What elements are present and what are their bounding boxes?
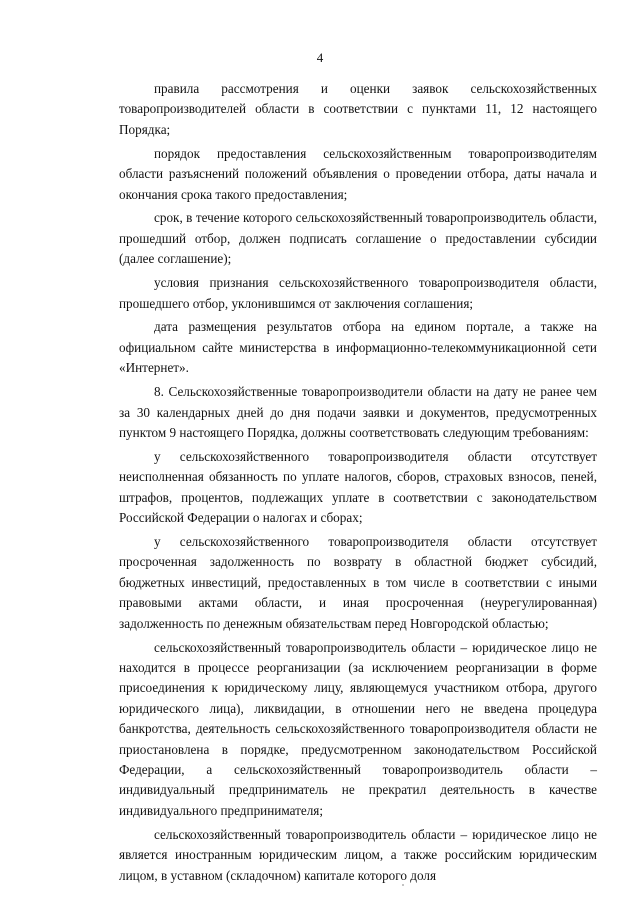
paragraph-selection-rules: правила рассмотрения и оценки заявок сельскохозяйственных товаропроизводителей области в соответствии с пунктами 11, 12 настоящего Порядка; [119,81,597,137]
scan-dot-mark [402,884,404,886]
page-number: 4 [316,50,324,65]
paragraph-no-budget-debt: у сельскохозяйственного товаропроизводителя области отсутствует просроченная задолженность по возврату в областной бюджет субсидий, бюджетных инвестиций, предоставленных в том числе в соответствии с иными правовыми актами области, и иная просроченная (неурегулированная) задолженность по денежным обязательствам перед Новгородской областью; [119,534,597,631]
paragraph-section-8-requirements: 8. Сельскохозяйственные товаропроизводители области на дату не ранее чем за 30 календарных дней до дня подачи заявки и документов, предусмотренных пунктом 9 настоящего Порядка, должны соответствовать следующим требованиям: [119,384,597,440]
paragraph-no-tax-debt: у сельскохозяйственного товаропроизводителя области отсутствует неисполненная обязанность по уплате налогов, сборов, страховых взносов, пеней, штрафов, процентов, подлежащих уплате в соответствии с законодательством Российской Федерации о налогах и сборах; [119,448,597,526]
paragraph-results-publication: дата размещения результатов отбора на едином портале, а также на официальном сайте министерства в информационно-телекоммуникационной сети «Интернет». [119,319,597,376]
paragraph-agreement-deadline: срок, в течение которого сельскохозяйственный товаропроизводитель области, прошедший отбор, должен подписать соглашение о предоставлении субсидии (далее соглашение); [119,210,597,267]
paragraph-no-reorganization: сельскохозяйственный товаропроизводитель области – юридическое лицо не находится в процессе реорганизации (за исключением реорганизации в форме присоединения к юридическому лицу, являющемуся участником отбора, другого юридического лица), ликвидации, в отношении него не введена процедура банкротства, деятельность сельскохозяйственного товаропроизводителя области не приостановлена в порядке, предусмотренном законодательством Российской Федерации, а сельскохозяйственный товаропроизводитель области – индивидуальный предприниматель не прекратил деятельность в качестве индивидуального предпринимателя; [119,639,597,818]
paragraph-evasion-conditions: условия признания сельскохозяйственного товаропроизводителя области, прошедшего отбор, уклонившимся от заключения соглашения; [119,275,597,311]
paragraph-not-foreign-entity: сельскохозяйственный товаропроизводитель области – юридическое лицо не является иностранным юридическим лицом, а также российским юридическим лицом, в уставном (складочном) капитале которого доля [119,826,597,883]
document-body [119,79,597,886]
paragraph-clarification-procedure: порядок предоставления сельскохозяйственным товаропроизводителям области разъяснений положений объявления о проведении отбора, даты начала и окончания срока такого предоставления; [119,145,597,202]
